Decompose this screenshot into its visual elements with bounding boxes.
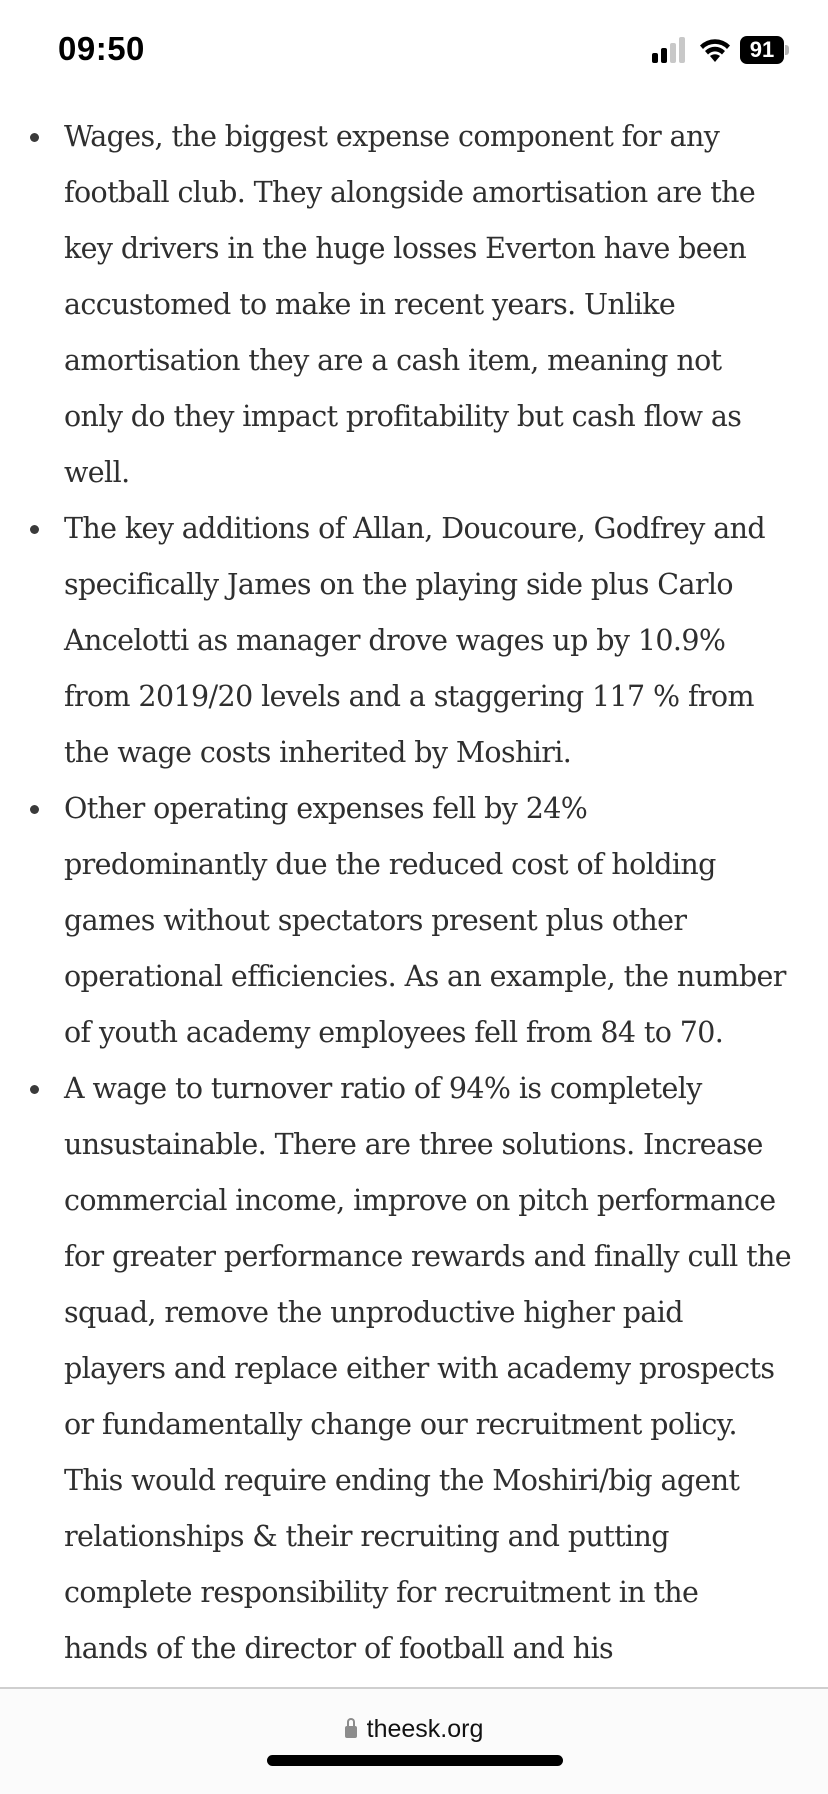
battery-percent: 91 bbox=[749, 37, 775, 62]
battery-icon bbox=[740, 36, 788, 64]
text-line: relationships & their recruiting and putting bbox=[64, 1520, 669, 1553]
text-line: Other operating expenses fell by 24% bbox=[64, 792, 588, 825]
text-line: from 2019/20 levels and a staggering 117 % from bbox=[64, 680, 754, 713]
text-line: accustomed to make in recent years. Unlike bbox=[64, 288, 676, 321]
text-line: hands of the director of football and his bbox=[64, 1632, 613, 1665]
text-line: only do they impact profitability but cash flow as bbox=[64, 400, 742, 433]
text-line: Ancelotti as manager drove wages up by 10.9% bbox=[64, 624, 726, 657]
text-line: squad, remove the unproductive higher paid bbox=[64, 1296, 683, 1329]
url-text[interactable]: theesk.org bbox=[366, 1715, 484, 1743]
home-indicator[interactable] bbox=[267, 1755, 563, 1766]
wifi-icon bbox=[698, 34, 732, 64]
text-line: football club. They alongside amortisation are the bbox=[64, 176, 756, 209]
text-line: operational efficiencies. As an example, the number bbox=[64, 960, 786, 993]
bullet-dot bbox=[30, 133, 39, 142]
article-content bbox=[0, 100, 828, 1685]
text-line: commercial income, improve on pitch performance bbox=[64, 1184, 776, 1217]
browser-bottom-bar bbox=[0, 1687, 828, 1794]
text-line: A wage to turnover ratio of 94% is completely bbox=[64, 1072, 702, 1105]
text-line: specifically James on the playing side plus Carlo bbox=[64, 568, 733, 601]
signal-icon bbox=[652, 37, 688, 63]
text-line: predominantly due the reduced cost of holding bbox=[64, 848, 716, 881]
text-line: the wage costs inherited by Moshiri. bbox=[64, 736, 572, 769]
bullet-dot bbox=[30, 1085, 39, 1094]
text-line: of youth academy employees fell from 84 to 70. bbox=[64, 1016, 724, 1049]
text-line: games without spectators present plus other bbox=[64, 904, 687, 937]
text-line: key drivers in the huge losses Everton have been bbox=[64, 232, 747, 265]
text-line: Wages, the biggest expense component for any bbox=[64, 120, 720, 153]
url-bar[interactable] bbox=[0, 1715, 828, 1744]
text-line: well. bbox=[64, 456, 130, 489]
bullet-dot bbox=[30, 805, 39, 814]
text-line: The key additions of Allan, Doucoure, Godfrey and bbox=[64, 512, 765, 545]
bullet-dot bbox=[30, 525, 39, 534]
status-bar bbox=[0, 0, 828, 100]
text-line: for greater performance rewards and finally cull the bbox=[64, 1240, 792, 1273]
text-line: complete responsibility for recruitment in the bbox=[64, 1576, 699, 1609]
text-line: This would require ending the Moshiri/big agent bbox=[64, 1464, 740, 1497]
lock-icon bbox=[345, 1726, 357, 1738]
text-line: or fundamentally change our recruitment policy. bbox=[64, 1408, 737, 1441]
status-time: 09:50 bbox=[58, 30, 145, 67]
text-line: unsustainable. There are three solutions. Increase bbox=[64, 1128, 763, 1161]
text-line: amortisation they are a cash item, meaning not bbox=[64, 344, 722, 377]
text-line: players and replace either with academy prospects bbox=[64, 1352, 775, 1385]
